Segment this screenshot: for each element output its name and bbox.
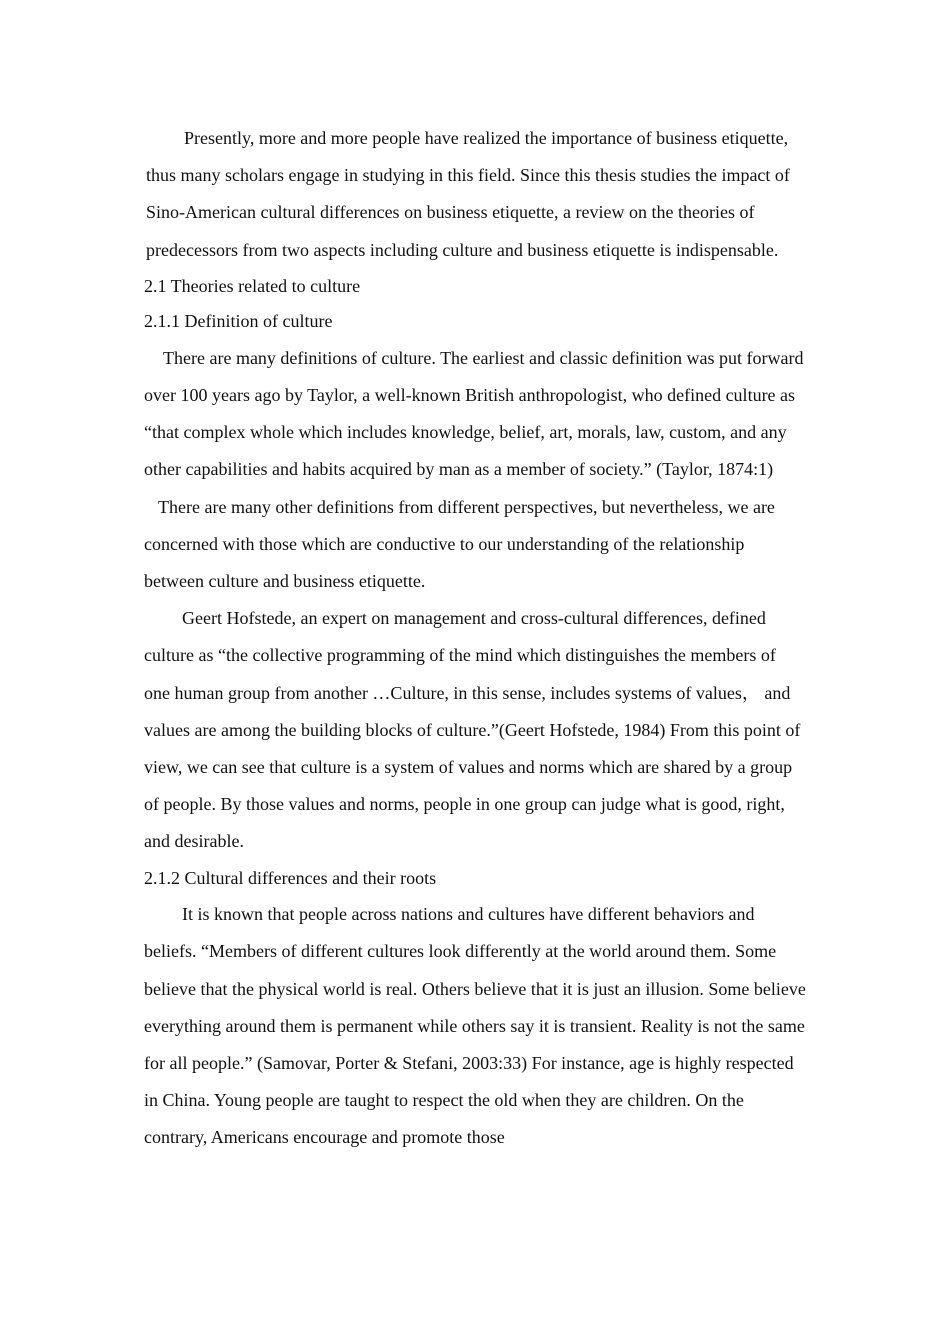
heading-2-1: 2.1 Theories related to culture (144, 275, 361, 296)
paragraph-cultural-differences: It is known that people across nations and cultures have different behaviors and beliefs. “Members of different cultures look differently at the world around them. Some believe that the physical world is real. Others believe that it is just an illusion. Some believe everything around them is permanent while others say it is transient. Reality is not the same for all people.” (Samovar, Porter & Stefani, 2003:33) For instance, age is highly respected in China. Young people are taught to respect the old when they are children. On the contrary, Americans encourage and promote those (144, 904, 806, 1148)
paragraph-intro: Presently, more and more people have realized the importance of business etiquette, thus many scholars engage in studying in this field. Since this thesis studies the impact of Sino-American cultural differences on business etiquette, a review on the theories of predecessors from two aspects including culture and business etiquette is indispensable. (146, 128, 790, 260)
paragraph-other-definitions: There are many other definitions from different perspectives, but nevertheless, we are concerned with those which are conductive to our understanding of the relationship between culture and business etiquette. (144, 496, 775, 592)
heading-2-1-1: 2.1.1 Definition of culture (144, 311, 333, 332)
heading-2-1-2: 2.1.2 Cultural differences and their roots (144, 867, 437, 888)
paragraph-hofstede-definition: Geert Hofstede, an expert on management and cross-cultural differences, defined culture as “the collective programming of the mind which distinguishes the members of one human group from another …Culture, in this sense, includes systems of values， and values are among the building blocks of culture.”(Geert Hofstede, 1984) From this point of view, we can see that culture is a system of values and norms which are shared by a group of people. By those values and norms, people in one group can judge what is good, right, and desirable. (144, 608, 801, 852)
document-body (144, 120, 806, 1157)
paragraph-taylor-definition: There are many definitions of culture. The earliest and classic definition was put forward over 100 years ago by Taylor, a well-known British anthropologist, who defined culture as “that complex whole which includes knowledge, belief, art, morals, law, custom, and any other capabilities and habits acquired by man as a member of society.” (Taylor, 1874:1) (144, 347, 804, 480)
